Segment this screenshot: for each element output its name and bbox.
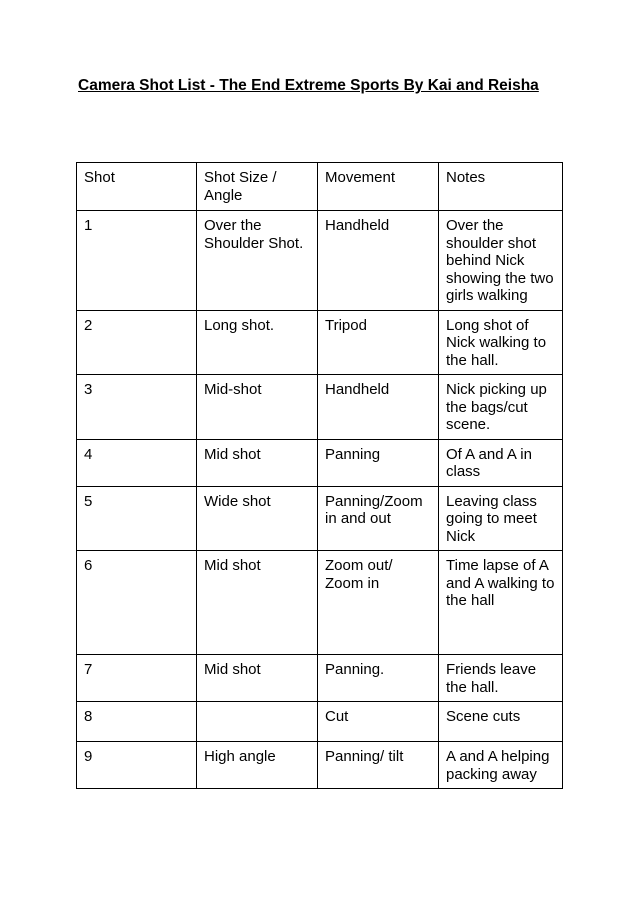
shot-list-table: [76, 162, 563, 789]
table-header-row: [77, 163, 563, 211]
shot-number-cell: 9: [77, 742, 197, 789]
notes-cell: Time lapse of A and A walking to the hall: [439, 551, 563, 655]
shot-size-cell: Over the Shoulder Shot.: [197, 211, 318, 311]
header-movement: Movement: [318, 163, 439, 211]
table-row: [77, 702, 563, 742]
shot-size-cell: Mid shot: [197, 655, 318, 702]
document-title: Camera Shot List - The End Extreme Sports By Kai and Reisha: [78, 77, 539, 94]
table-row: [77, 551, 563, 655]
movement-cell: Handheld: [318, 375, 439, 440]
header-shot-size-angle: Shot Size / Angle: [197, 163, 318, 211]
shot-number-cell: 1: [77, 211, 197, 311]
table-row: [77, 310, 563, 375]
movement-cell: Panning/ tilt: [318, 742, 439, 789]
shot-size-cell: High angle: [197, 742, 318, 789]
movement-cell: Panning.: [318, 655, 439, 702]
table-row: [77, 486, 563, 551]
shot-number-cell: 5: [77, 486, 197, 551]
notes-cell: A and A helping packing away: [439, 742, 563, 789]
notes-cell: Long shot of Nick walking to the hall.: [439, 310, 563, 375]
shot-size-cell: Long shot.: [197, 310, 318, 375]
table-row: [77, 742, 563, 789]
notes-cell: Leaving class going to meet Nick: [439, 486, 563, 551]
shot-size-cell: [197, 702, 318, 742]
movement-cell: Handheld: [318, 211, 439, 311]
shot-number-cell: 8: [77, 702, 197, 742]
shot-size-cell: Mid-shot: [197, 375, 318, 440]
shot-size-cell: Mid shot: [197, 439, 318, 486]
shot-number-cell: 6: [77, 551, 197, 655]
movement-cell: Tripod: [318, 310, 439, 375]
table-row: [77, 655, 563, 702]
movement-cell: Panning/Zoom in and out: [318, 486, 439, 551]
notes-cell: Over the shoulder shot behind Nick showing the two girls walking: [439, 211, 563, 311]
shot-number-cell: 2: [77, 310, 197, 375]
table-row: [77, 439, 563, 486]
table-row: [77, 211, 563, 311]
shot-number-cell: 4: [77, 439, 197, 486]
header-notes: Notes: [439, 163, 563, 211]
notes-cell: Scene cuts: [439, 702, 563, 742]
table-row: [77, 375, 563, 440]
movement-cell: Zoom out/ Zoom in: [318, 551, 439, 655]
shot-size-cell: Mid shot: [197, 551, 318, 655]
notes-cell: Nick picking up the bags/cut scene.: [439, 375, 563, 440]
movement-cell: Cut: [318, 702, 439, 742]
header-shot: Shot: [77, 163, 197, 211]
shot-number-cell: 7: [77, 655, 197, 702]
shot-number-cell: 3: [77, 375, 197, 440]
movement-cell: Panning: [318, 439, 439, 486]
notes-cell: Of A and A in class: [439, 439, 563, 486]
notes-cell: Friends leave the hall.: [439, 655, 563, 702]
shot-size-cell: Wide shot: [197, 486, 318, 551]
